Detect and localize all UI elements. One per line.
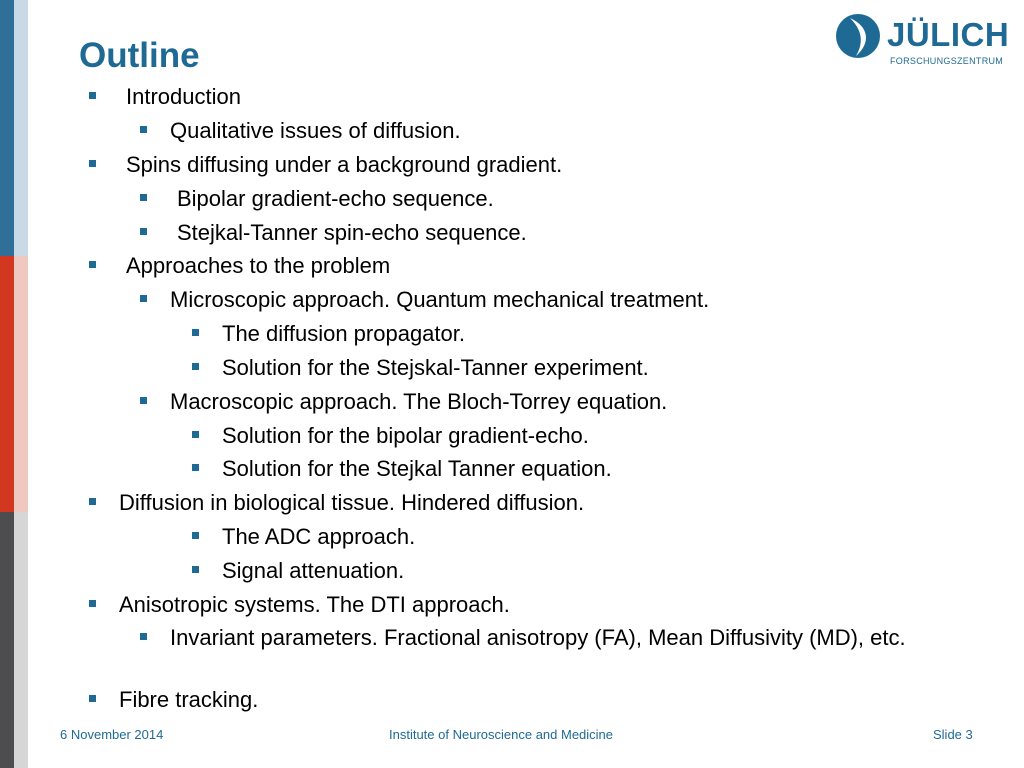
bullet-icon	[89, 498, 96, 505]
bullet-icon	[89, 160, 96, 167]
logo-subtitle: FORSCHUNGSZENTRUM	[890, 56, 1004, 66]
bullet-icon	[140, 228, 147, 235]
julich-logo-mark-icon	[834, 12, 882, 60]
footer-institute: Institute of Neuroscience and Medicine	[389, 727, 614, 742]
decorative-strip-blue	[0, 0, 28, 256]
bullet-icon	[192, 566, 199, 573]
bullet-icon	[192, 431, 199, 438]
bullet-icon	[140, 397, 147, 404]
bullet-icon	[89, 92, 96, 99]
bullet-icon	[140, 194, 147, 201]
footer-slide-number: Slide 3	[933, 727, 973, 742]
bullet-icon	[192, 329, 199, 336]
bullet-icon	[89, 261, 96, 268]
bullet-icon	[89, 695, 96, 702]
decorative-strip-gray	[0, 512, 28, 768]
slide-title: Outline	[79, 36, 200, 75]
decorative-strip-red	[0, 256, 28, 512]
bullet-icon	[192, 363, 199, 370]
footer-date: 6 November 2014	[60, 727, 164, 742]
bullet-icon	[140, 295, 147, 302]
bullet-icon	[192, 532, 199, 539]
bullet-icon	[89, 600, 96, 607]
bullet-icon	[192, 464, 199, 471]
bullet-icon	[140, 126, 147, 133]
bullet-icon	[140, 633, 147, 640]
julich-logo	[834, 12, 1010, 72]
logo-name: JÜLICH	[887, 16, 1010, 53]
